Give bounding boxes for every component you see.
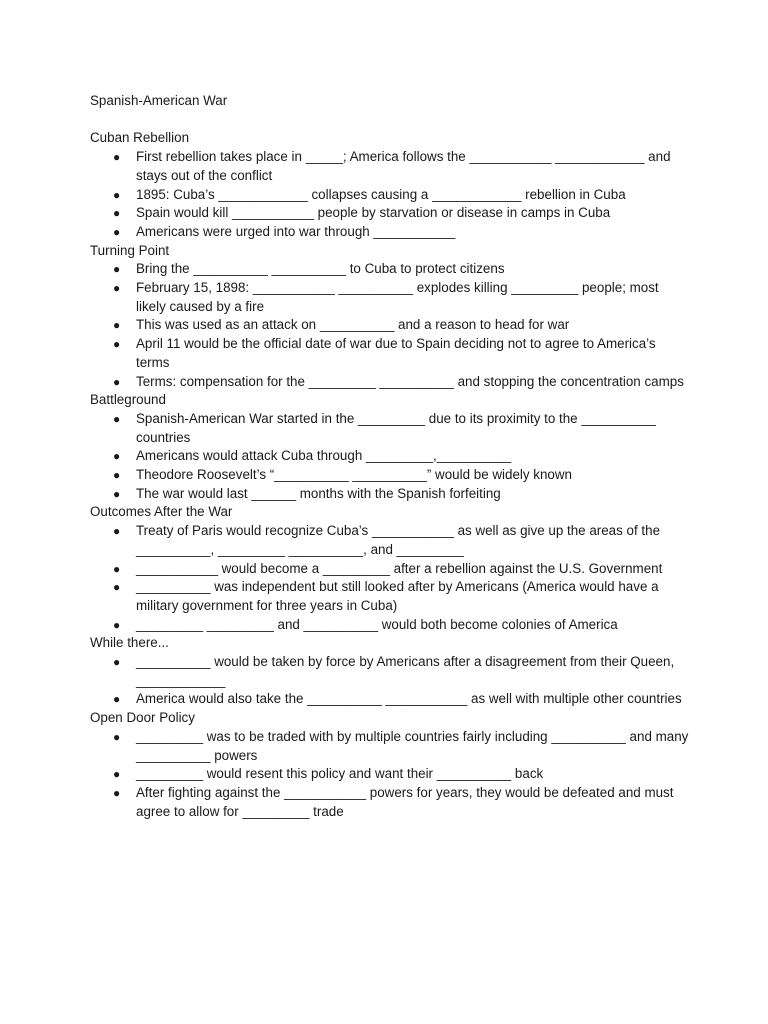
bullet-icon: ● — [113, 374, 121, 389]
item-text: _________ _________ and __________ would both become colonies of America — [136, 616, 618, 632]
item-text: 1895: Cuba’s ____________ collapses causing a ____________ rebellion in Cuba — [136, 186, 626, 202]
list-item — [90, 560, 690, 579]
list-item — [90, 578, 690, 615]
bullet-icon: ● — [113, 337, 121, 352]
list-item — [90, 148, 690, 185]
item-text: America would also take the __________ ___________ as well with multiple other countries — [136, 691, 682, 707]
list-item — [90, 279, 690, 316]
bullet-icon: ● — [113, 561, 121, 576]
list-item — [90, 765, 690, 784]
bullet-icon: ● — [113, 617, 121, 632]
list-item — [90, 316, 690, 335]
bullet-list — [90, 728, 690, 822]
section-heading: Battleground — [90, 392, 166, 408]
bullet-icon: ● — [113, 580, 121, 595]
bullet-list — [90, 522, 690, 634]
item-text: April 11 would be the official date of war due to Spain deciding not to agree to America’s terms — [136, 336, 656, 370]
section-turning-point — [90, 242, 690, 392]
bullet-icon: ● — [113, 150, 121, 165]
section-heading: Turning Point — [90, 242, 170, 258]
bullet-icon: ● — [113, 655, 121, 670]
bullet-icon: ● — [113, 449, 121, 464]
item-text: Theodore Roosevelt’s “__________ __________” would be widely known — [136, 467, 572, 483]
list-item — [90, 466, 690, 485]
section-heading: Open Door Policy — [90, 710, 195, 726]
item-text: February 15, 1898: ___________ __________ explodes killing _________ people; most likely caused by a fire — [136, 280, 659, 314]
section-heading: Cuban Rebellion — [90, 130, 190, 146]
list-item — [90, 522, 690, 559]
list-item — [90, 485, 690, 504]
item-text: This was used as an attack on __________ and a reason to head for war — [136, 317, 570, 333]
bullet-icon: ● — [113, 729, 121, 744]
bullet-icon: ● — [113, 262, 121, 277]
item-text: Spanish-American War started in the _________ due to its proximity to the __________ countries — [136, 410, 656, 445]
item-text: Treaty of Paris would recognize Cuba’s ___________ as well as give up the areas of the __________, _________ __________, and _________ — [136, 523, 661, 557]
item-text: Spain would kill ___________ people by starvation or disease in camps in Cuba — [136, 205, 611, 221]
bullet-icon: ● — [113, 411, 121, 426]
section-while-there — [90, 634, 690, 709]
bullet-icon: ● — [113, 767, 121, 782]
list-item — [90, 186, 690, 205]
section-open-door-policy — [90, 709, 690, 821]
document-title: Spanish-American War — [90, 93, 228, 108]
bullet-icon: ● — [113, 524, 121, 539]
bullet-icon: ● — [113, 318, 121, 333]
bullet-icon: ● — [113, 206, 121, 221]
bullet-list — [90, 260, 690, 391]
bullet-icon: ● — [113, 486, 121, 501]
list-item — [90, 223, 690, 242]
item-text: Bring the __________ __________ to Cuba to protect citizens — [136, 261, 505, 277]
list-item — [90, 653, 690, 690]
bullet-icon: ● — [113, 224, 121, 239]
worksheet-body — [90, 92, 690, 821]
spacer — [90, 111, 690, 130]
item-text: After fighting against the ___________ powers for years, they would be defeated and must agree to allow for _________ trade — [136, 785, 674, 819]
item-text: Americans were urged into war through ___________ — [136, 223, 456, 239]
bullet-icon: ● — [113, 281, 121, 296]
section-cuban-rebellion — [90, 129, 690, 241]
list-item — [90, 447, 690, 466]
list-item — [90, 784, 690, 821]
bullet-icon: ● — [113, 786, 121, 800]
item-text: The war would last ______ months with the Spanish forfeiting — [136, 485, 501, 501]
list-item — [90, 728, 690, 765]
item-text: __________ was independent but still looked after by Americans (America would have a military government for three years in Cuba) — [136, 579, 659, 613]
item-text: Americans would attack Cuba through _________,__________ — [136, 448, 512, 464]
item-text: First rebellion takes place in _____; America follows the ___________ ____________ and stays out of the conflict — [136, 149, 671, 183]
bullet-list — [90, 410, 690, 504]
list-item — [90, 260, 690, 279]
item-text: __________ would be taken by force by Americans after a disagreement from their Queen, ____________ — [136, 654, 675, 688]
list-item — [90, 410, 690, 447]
section-heading: Outcomes After the War — [90, 504, 233, 520]
section-outcomes — [90, 503, 690, 634]
bullet-icon: ● — [113, 468, 121, 483]
list-item — [90, 616, 690, 635]
list-item — [90, 204, 690, 223]
list-item — [90, 373, 690, 392]
item-text: _________ would resent this policy and want their __________ back — [136, 766, 544, 782]
bullet-list — [90, 148, 690, 242]
section-battleground — [90, 391, 690, 503]
section-heading: While there... — [90, 635, 169, 651]
item-text: _________ was to be traded with by multiple countries fairly including __________ and many __________ powers — [136, 728, 689, 763]
list-item — [90, 690, 690, 709]
bullet-icon: ● — [113, 187, 121, 202]
item-text: ___________ would become a _________ after a rebellion against the U.S. Government — [136, 560, 663, 576]
item-text: Terms: compensation for the _________ __________ and stopping the concentration camps — [136, 373, 684, 389]
bullet-list — [90, 653, 690, 709]
list-item — [90, 335, 690, 372]
bullet-icon: ● — [113, 692, 121, 707]
